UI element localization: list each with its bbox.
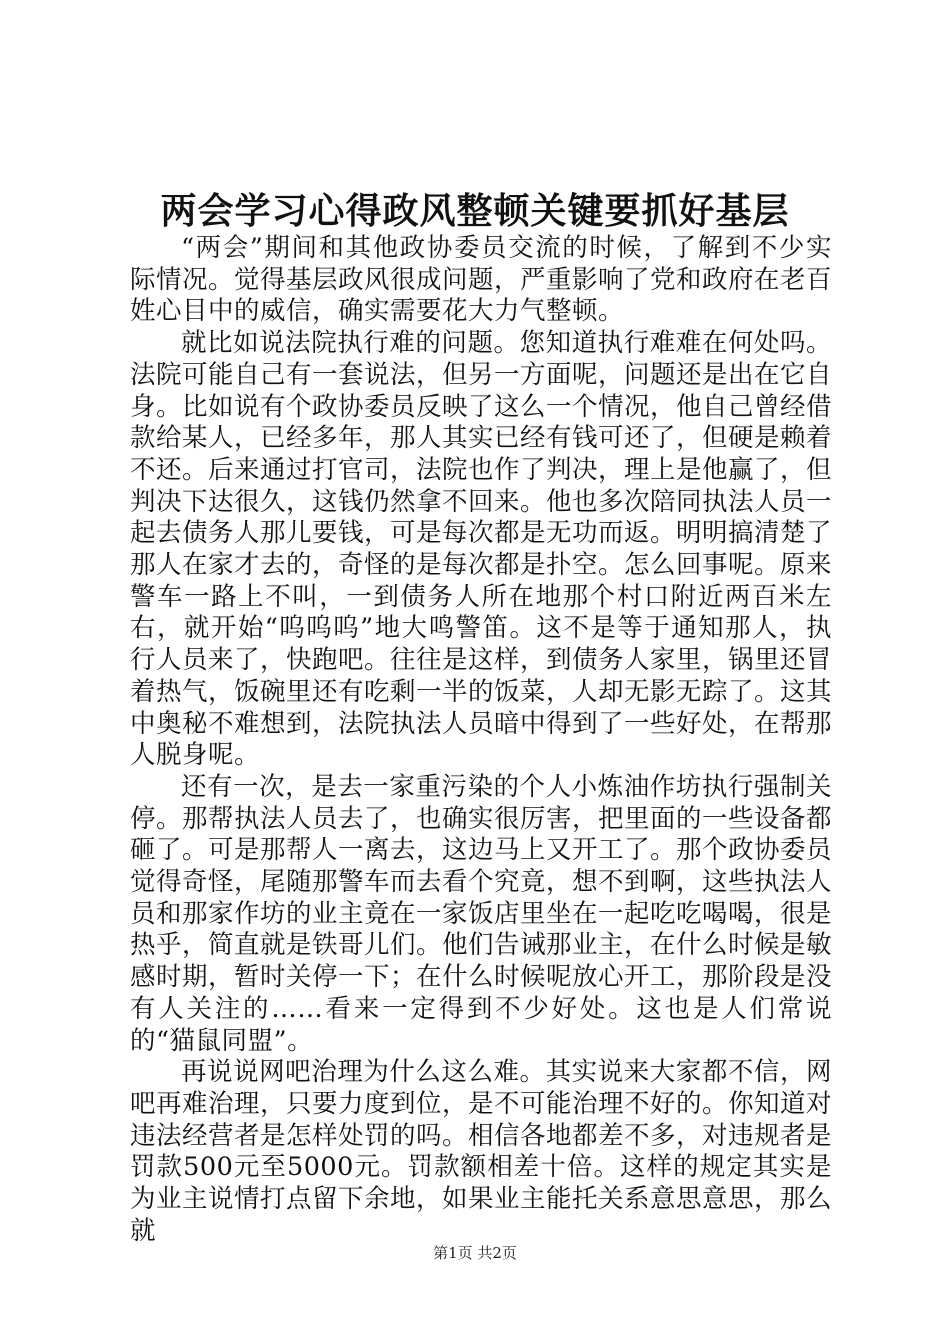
page-footer: 第1页 共2页 [433, 1244, 517, 1262]
paragraph: 就比如说法院执行难的问题。您知道执行难难在何处吗。法院可能自己有一套说法，但另一方面呢，问题还是出在它自身。比如说有个政协委员反映了这么一个情况，他自己曾经借款给某人，已经多年，那人其实已经有钱可还了，但硬是赖着不还。后来通过打官司，法院也作了判决，理上是他赢了，但判决下达很久，这钱仍然拿不回来。他也多次陪同执法人员一起去债务人那儿要钱，可是每次都是无功而返。明明搞清楚了那人在家才去的，奇怪的是每次都是扑空。怎么回事呢。原来警车一路上不叫，一到债务人所在地那个村口附近两百米左右，就开始“呜呜呜”地大鸣警笛。这不是等于通知那人，执行人员来了，快跑吧。往往是这样，到债务人家里，锅里还冒着热气，饭碗里还有吃剩一半的饭菜，人却无影无踪了。这其中奥秘不难想到，法院执法人员暗中得到了一些好处，在帮那人脱身呢。 [130, 328, 833, 771]
paragraph: 再说说网吧治理为什么这么难。其实说来大家都不信，网吧再难治理，只要力度到位，是不可能治理不好的。你知道对违法经营者是怎样处罚的吗。相信各地都差不多，对违规者是罚款500元至5000元。罚款额相差十倍。这样的规定其实是为业主说情打点留下余地，如果业主能托关系意思意思，那么就 [130, 1057, 833, 1246]
paragraph: “两会”期间和其他政协委员交流的时候，了解到不少实际情况。觉得基层政风很成问题，严重影响了党和政府在老百姓心目中的威信，确实需要花大力气整顿。 [130, 233, 833, 327]
paragraph: 还有一次，是去一家重污染的个人小炼油作坊执行强制关停。那帮执法人员去了，也确实很厉害，把里面的一些设备都砸了。可是那帮人一离去，这边马上又开工了。那个政协委员觉得奇怪，尾随那警车而去看个究竟，想不到啊，这些执法人员和那家作坊的业主竟在一家饭店里坐在一起吃吃喝喝，很是热乎，简直就是铁哥儿们。他们告诫那业主，在什么时候是敏感时期，暂时关停一下；在什么时候呢放心开工，那阶段是没有人关注的……看来一定得到不少好处。这也是人们常说的“猫鼠同盟”。 [130, 771, 833, 1056]
document-body [130, 233, 832, 1248]
document-title: 两会学习心得政风整顿关键要抓好基层 [160, 190, 790, 232]
